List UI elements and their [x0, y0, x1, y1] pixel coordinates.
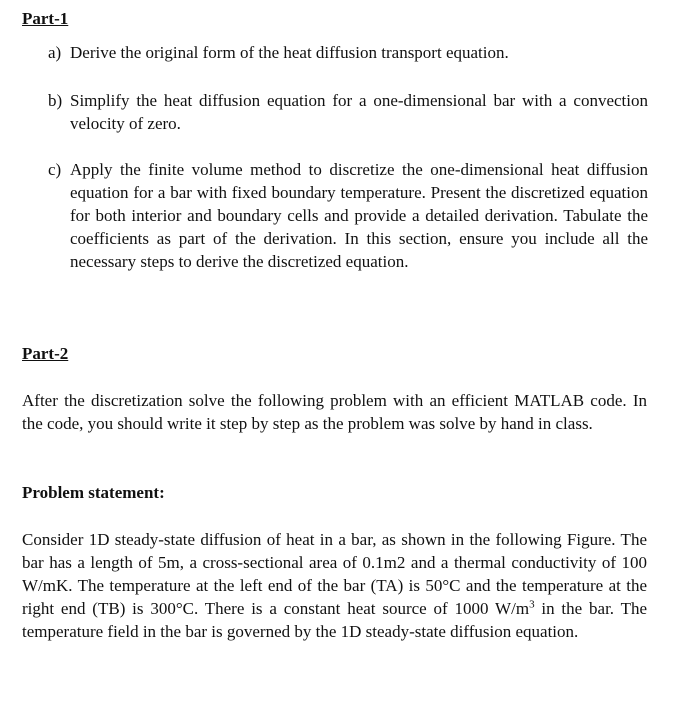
item-label: a) — [48, 43, 62, 62]
part1-item-a — [48, 41, 648, 64]
problem-statement-heading: Problem statement: — [22, 483, 165, 502]
part2-intro: After the discretization solve the following problem with an efficient MATLAB code. In the code, you should write it step by step as the problem was solve by hand in class. — [22, 391, 647, 433]
part1-item-c — [48, 158, 648, 273]
item-text: Simplify the heat diffusion equation for a one-dimensional bar with a convection velocity of zero. — [70, 91, 648, 133]
item-text: Derive the original form of the heat diffusion transport equation. — [70, 43, 509, 62]
item-label: c) — [48, 160, 62, 179]
item-text: Apply the finite volume method to discretize the one-dimensional heat diffusion equation for a bar with fixed boundary temperature. Present the discretized equation for both interior and boundary cells and provide a detailed derivation. Tabulate the coefficients as part of the derivation. In this section, ensure you include all the necessary steps to derive the discretized equation. — [70, 160, 648, 271]
part1-heading: Part-1 — [22, 9, 69, 28]
problem-text-part-2: in the bar. The temperature field in the bar is governed by the 1D steady-state diffusion equation. — [22, 599, 647, 641]
cubic-superscript: 3 — [529, 598, 535, 611]
problem-statement-text — [22, 528, 647, 643]
item-label: b) — [48, 91, 63, 110]
problem-text-part-1: Consider 1D steady-state diffusion of heat in a bar, as shown in the following Figure. The bar has a length of 5m, a cross-sectional area of 0.1m2 and a thermal conductivity of 100 W/mK. The temperature at the left end of the bar (TA) is 50°C and the temperature at the right end (TB) is 300°C. There is a constant heat source of 1000 W/m — [22, 530, 647, 618]
part2-heading: Part-2 — [22, 344, 69, 363]
part1-item-b — [48, 89, 648, 135]
